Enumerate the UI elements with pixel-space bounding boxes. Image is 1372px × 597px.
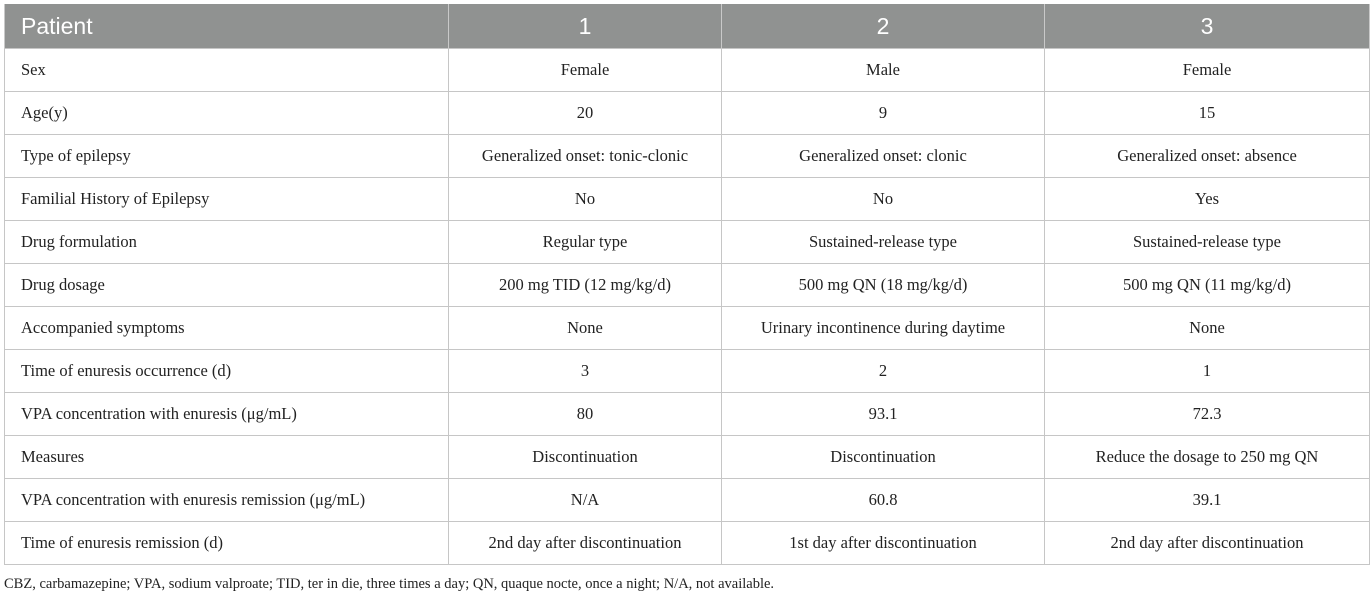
cell-patient-3: 2nd day after discontinuation xyxy=(1045,522,1370,565)
row-label: Time of enuresis remission (d) xyxy=(5,522,449,565)
row-label: VPA concentration with enuresis (μg/mL) xyxy=(5,393,449,436)
cell-patient-1: No xyxy=(449,178,722,221)
row-label: VPA concentration with enuresis remission (μg/mL) xyxy=(5,479,449,522)
cell-patient-3: 72.3 xyxy=(1045,393,1370,436)
cell-patient-2: 500 mg QN (18 mg/kg/d) xyxy=(722,264,1045,307)
row-label: Drug dosage xyxy=(5,264,449,307)
cell-patient-1: Regular type xyxy=(449,221,722,264)
cell-patient-3: 15 xyxy=(1045,92,1370,135)
cell-patient-3: None xyxy=(1045,307,1370,350)
row-label: Measures xyxy=(5,436,449,479)
cell-patient-2: 1st day after discontinuation xyxy=(722,522,1045,565)
row-label: Time of enuresis occurrence (d) xyxy=(5,350,449,393)
row-label: Type of epilepsy xyxy=(5,135,449,178)
cell-patient-2: Male xyxy=(722,49,1045,92)
cell-patient-3: Yes xyxy=(1045,178,1370,221)
cell-patient-1: None xyxy=(449,307,722,350)
cell-patient-1: Discontinuation xyxy=(449,436,722,479)
cell-patient-1: Female xyxy=(449,49,722,92)
table-row xyxy=(5,178,1370,221)
cell-patient-3: Reduce the dosage to 250 mg QN xyxy=(1045,436,1370,479)
table-body xyxy=(5,49,1370,565)
table-row xyxy=(5,221,1370,264)
cell-patient-1: 80 xyxy=(449,393,722,436)
cell-patient-2: Urinary incontinence during daytime xyxy=(722,307,1045,350)
patient-table xyxy=(4,4,1370,565)
header-patient-2: 2 xyxy=(722,4,1045,49)
patient-table-container xyxy=(4,4,1369,565)
header-patient-1: 1 xyxy=(449,4,722,49)
table-row xyxy=(5,350,1370,393)
cell-patient-2: 9 xyxy=(722,92,1045,135)
table-row xyxy=(5,264,1370,307)
cell-patient-3: Female xyxy=(1045,49,1370,92)
cell-patient-1: 3 xyxy=(449,350,722,393)
table-row xyxy=(5,135,1370,178)
row-label: Sex xyxy=(5,49,449,92)
cell-patient-2: Discontinuation xyxy=(722,436,1045,479)
cell-patient-3: 1 xyxy=(1045,350,1370,393)
table-row xyxy=(5,436,1370,479)
row-label: Age(y) xyxy=(5,92,449,135)
cell-patient-2: No xyxy=(722,178,1045,221)
cell-patient-1: 2nd day after discontinuation xyxy=(449,522,722,565)
cell-patient-2: 2 xyxy=(722,350,1045,393)
row-label: Accompanied symptoms xyxy=(5,307,449,350)
table-row xyxy=(5,479,1370,522)
cell-patient-2: 93.1 xyxy=(722,393,1045,436)
cell-patient-3: Generalized onset: absence xyxy=(1045,135,1370,178)
table-header-row xyxy=(5,4,1370,49)
table-row xyxy=(5,307,1370,350)
cell-patient-2: 60.8 xyxy=(722,479,1045,522)
table-row xyxy=(5,49,1370,92)
table-row xyxy=(5,522,1370,565)
cell-patient-1: 20 xyxy=(449,92,722,135)
header-patient-3: 3 xyxy=(1045,4,1370,49)
cell-patient-2: Generalized onset: clonic xyxy=(722,135,1045,178)
cell-patient-1: N/A xyxy=(449,479,722,522)
table-row xyxy=(5,92,1370,135)
table-row xyxy=(5,393,1370,436)
table-footnote: CBZ, carbamazepine; VPA, sodium valproate; TID, ter in die, three times a day; QN, quaque nocte, once a night; N/A, not available. xyxy=(4,576,775,592)
cell-patient-1: 200 mg TID (12 mg/kg/d) xyxy=(449,264,722,307)
cell-patient-2: Sustained-release type xyxy=(722,221,1045,264)
row-label: Familial History of Epilepsy xyxy=(5,178,449,221)
cell-patient-1: Generalized onset: tonic-clonic xyxy=(449,135,722,178)
header-patient: Patient xyxy=(5,4,449,49)
row-label: Drug formulation xyxy=(5,221,449,264)
cell-patient-3: Sustained-release type xyxy=(1045,221,1370,264)
cell-patient-3: 39.1 xyxy=(1045,479,1370,522)
cell-patient-3: 500 mg QN (11 mg/kg/d) xyxy=(1045,264,1370,307)
